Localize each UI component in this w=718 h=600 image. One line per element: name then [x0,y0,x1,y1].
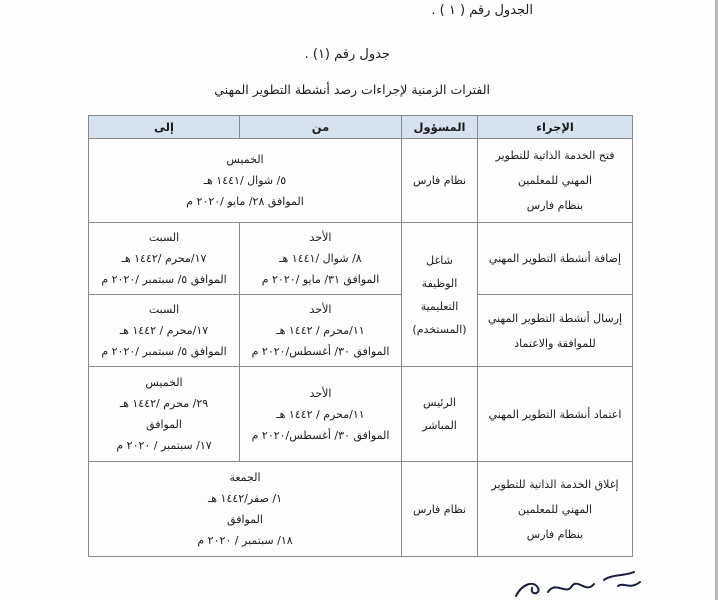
to-cell: السبت ١٧/محرم / ١٤٤٢ هـ الموافق ٥/ سبتمبر /٢٠٢٠ م [89,295,240,367]
action-cell: اعتماد أنشطة التطوير المهني [478,367,633,462]
to-cell: السبت ١٧/محرم /١٤٤٢ هـ الموافق ٥/ سبتمبر /٢٠٢٠ م [89,223,240,295]
header-row [89,116,633,139]
table-title: الفترات الزمنية لإجراءات رصد أنشطة التطوير المهني [214,82,490,97]
table-row [89,295,633,367]
responsible-cell: نظام فارس [402,139,478,223]
table-row [89,223,633,295]
schedule-table [88,115,633,557]
period-cell: الخميس ٥/ شوال /١٤٤١ هـ الموافق ٢٨/ مايو /٢٠٢٠ م [89,139,402,223]
header-responsible: المسؤول [402,116,478,139]
action-cell: إرسال أنشطة التطوير المهني للموافقة والاعتماد [478,295,633,367]
header-from: من [240,116,402,139]
responsible-cell: شاغل الوظيفة التعليمية (المستخدم) [402,223,478,367]
table-row [89,367,633,462]
action-cell: فتح الخدمة الذاتية للتطوير المهني للمعلمين بنظام فارس [478,139,633,223]
action-cell: إغلاق الخدمة الذاتية للتطوير المهني للمعلمين بنظام فارس [478,462,633,557]
from-cell: الأحد ١١/محرم / ١٤٤٢ هـ الموافق ٣٠/ أغسطس/٢٠٢٠ م [240,295,402,367]
action-cell: إضافة أنشطة التطوير المهني [478,223,633,295]
table-row [89,462,633,557]
to-cell: الخميس ٢٩/ محرم /١٤٤٢ هـ الموافق ١٧/ سبتمبر / ٢٠٢٠ م [89,367,240,462]
from-cell: الأحد ١١/محرم / ١٤٤٢ هـ الموافق ٣٠/ أغسطس/٢٠٢٠ م [240,367,402,462]
header-to: إلى [89,116,240,139]
responsible-cell: الرئيس المباشر [402,367,478,462]
period-cell: الجمعة ١/ صفر/١٤٤٢ هـ الموافق ١٨/ سبتمبر / ٢٠٢٠ م [89,462,402,557]
table-caption: جدول رقم (١) . [304,47,390,62]
table-row [89,139,633,223]
top-caption: الجدول رقم ( ١ ) . [431,3,533,18]
responsible-cell: نظام فارس [402,462,478,557]
header-action: الإجراء [478,116,633,139]
signature-mark [508,566,658,600]
from-cell: الأحد ٨/ شوال /١٤٤١ هـ الموافق ٣١/ مايو /٢٠٢٠ م [240,223,402,295]
